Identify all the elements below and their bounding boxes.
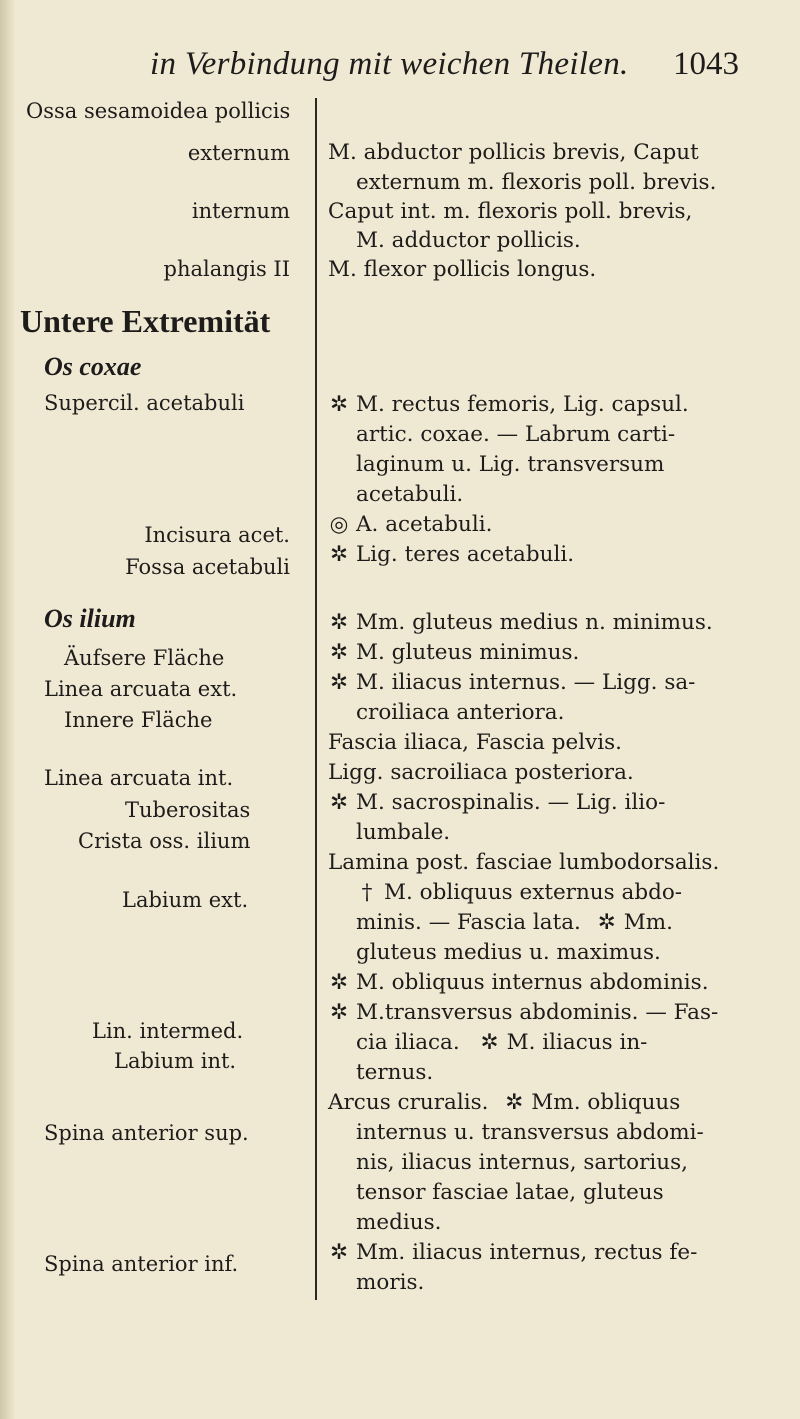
page-binding-edge	[0, 0, 14, 1419]
left-term-externum: externum	[187, 141, 290, 165]
right-line	[328, 1000, 718, 1026]
right-line: internus u. transversus abdomi-	[356, 1120, 704, 1145]
asterisk-symbol: ✲	[329, 790, 348, 815]
left-term-labium-ext: Labium ext.	[122, 888, 249, 912]
right-line-text: A. acetabuli.	[356, 512, 493, 537]
right-line: M. abductor pollicis brevis, Caput	[328, 140, 699, 165]
left-term-linea-int: Linea arcuata int.	[44, 766, 234, 790]
right-line-text: M. obliquus externus abdo-	[384, 880, 683, 905]
right-line	[328, 640, 579, 666]
right-line: M. flexor pollicis longus.	[328, 257, 597, 282]
right-line-text: minis. — Fascia lata.	[356, 910, 581, 935]
right-line: gluteus medius u. maximus.	[356, 940, 661, 965]
left-term-tuberositas: Tuberositas	[125, 798, 251, 822]
asterisk-symbol: ✲	[329, 1240, 348, 1265]
running-title: in Verbindung mit weichen Theilen.	[150, 46, 629, 82]
left-term-supercil: Supercil. acetabuli	[44, 391, 245, 415]
left-term-crista: Crista oss. ilium	[78, 829, 251, 853]
left-term-spina-inf: Spina anterior inf.	[44, 1252, 239, 1276]
right-line	[328, 790, 665, 816]
asterisk-symbol: ✲	[329, 392, 348, 417]
right-line-text: M. sacrospinalis. — Lig. ilio-	[356, 790, 666, 815]
right-line: externum m. flexoris poll. brevis.	[356, 170, 717, 195]
right-line	[328, 610, 713, 636]
right-line-text: M. iliacus in-	[506, 1030, 648, 1055]
right-line: Caput int. m. flexoris poll. brevis,	[328, 199, 693, 224]
left-term-phalangis: phalangis II	[163, 257, 290, 281]
page-header	[0, 46, 800, 96]
right-line-text: Lig. teres acetabuli.	[356, 542, 575, 567]
asterisk-symbol: ✲	[329, 970, 348, 995]
circle-symbol: ◎	[329, 512, 349, 537]
right-line	[328, 970, 709, 996]
right-line	[328, 1090, 680, 1116]
right-line-text: Mm.	[623, 910, 673, 935]
right-line-text: Arcus cruralis.	[328, 1090, 489, 1115]
asterisk-symbol: ✲	[329, 542, 348, 567]
right-line: moris.	[356, 1270, 425, 1295]
right-line	[328, 512, 492, 538]
left-term-incisura: Incisura acet.	[144, 523, 290, 547]
asterisk-symbol: ✲	[505, 1090, 524, 1115]
left-term-aufsere: Äufsere Fläche	[64, 646, 225, 670]
right-line-text: Mm. gluteus medius n. minimus.	[356, 610, 713, 635]
left-term-ossa: Ossa sesamoidea pollicis	[26, 99, 291, 123]
asterisk-symbol: ✲	[329, 640, 348, 665]
right-line: croiliaca anteriora.	[356, 700, 565, 725]
right-line: nis, iliacus internus, sartorius,	[356, 1150, 688, 1175]
right-line-text: Mm. iliacus internus, rectus fe-	[356, 1240, 698, 1265]
right-line: artic. coxae. — Labrum carti-	[356, 422, 676, 447]
left-term-lin-intermed: Lin. intermed.	[92, 1019, 244, 1043]
asterisk-symbol: ✲	[329, 670, 348, 695]
left-term-linea-ext: Linea arcuata ext.	[44, 677, 238, 701]
section-heading: Untere Extremität	[20, 303, 271, 339]
right-line: Fascia iliaca, Fascia pelvis.	[328, 730, 622, 755]
right-line: medius.	[356, 1210, 442, 1235]
right-line: Ligg. sacroiliaca posteriora.	[328, 760, 634, 785]
asterisk-symbol: ✲	[329, 610, 348, 635]
right-line: Lamina post. fasciae lumbodorsalis.	[328, 850, 720, 875]
left-term-labium-int: Labium int.	[114, 1049, 237, 1073]
right-line	[328, 670, 695, 696]
right-line: M. adductor pollicis.	[356, 228, 581, 253]
right-line	[356, 910, 673, 936]
asterisk-symbol: ✲	[329, 1000, 348, 1025]
left-term-internum: internum	[191, 199, 290, 223]
left-term-spina-sup: Spina anterior sup.	[44, 1121, 249, 1145]
subheading-os-ilium: Os ilium	[44, 604, 136, 633]
right-line-text: Mm. obliquus	[531, 1090, 681, 1115]
asterisk-symbol: ✲	[597, 910, 616, 935]
right-line: ternus.	[356, 1060, 434, 1085]
right-line-text: M.transversus abdominis. — Fas-	[356, 1000, 719, 1025]
cross-symbol: †	[361, 880, 373, 905]
subheading-os-coxae: Os coxae	[44, 352, 142, 381]
column-divider	[315, 98, 317, 1300]
right-line	[356, 880, 682, 906]
right-line: acetabuli.	[356, 482, 464, 507]
right-line-text: M. gluteus minimus.	[356, 640, 580, 665]
right-line	[328, 1240, 697, 1266]
right-line	[328, 392, 689, 418]
right-line-text: M. iliacus internus. — Ligg. sa-	[356, 670, 696, 695]
asterisk-symbol: ✲	[480, 1030, 499, 1055]
right-line: tensor fasciae latae, gluteus	[356, 1180, 664, 1205]
right-line-text: M. rectus femoris, Lig. capsul.	[356, 392, 689, 417]
left-term-fossa: Fossa acetabuli	[125, 555, 290, 579]
right-line-text: M. obliquus internus abdominis.	[356, 970, 709, 995]
right-line	[328, 542, 574, 568]
right-line: laginum u. Lig. transversum	[356, 452, 665, 477]
left-term-innere: Innere Fläche	[64, 708, 213, 732]
right-line-text: cia iliaca.	[356, 1030, 460, 1055]
page-number: 1043	[673, 46, 739, 82]
right-line	[356, 1030, 647, 1056]
right-line: lumbale.	[356, 820, 451, 845]
